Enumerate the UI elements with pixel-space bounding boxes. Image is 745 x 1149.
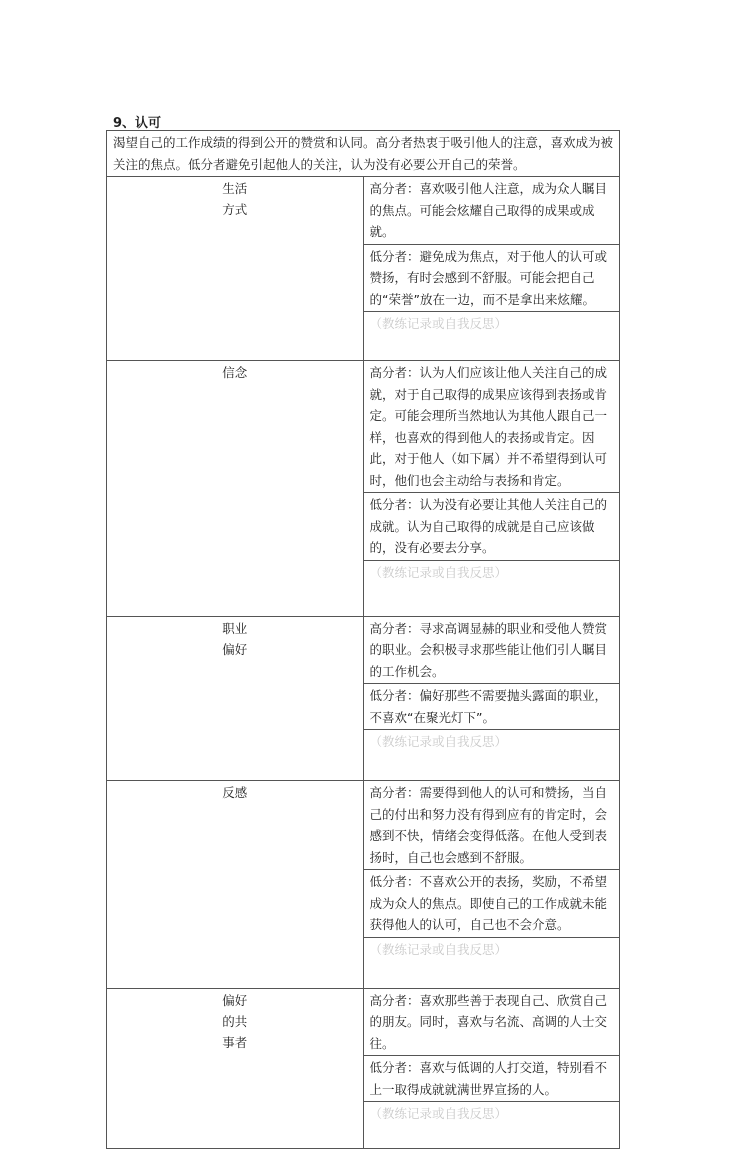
coach-note-field[interactable]: （教练记录或自我反思） (363, 730, 620, 781)
recognition-table (106, 130, 620, 1149)
category-label: 信念 (222, 365, 248, 380)
high-score-text: 高分者：认为人们应该让他人关注自己的成就，对于自己取得的成果应该得到表扬或肯定。可能会理所当然地认为其他人跟自己一样，也喜欢的得到他人的表扬或肯定。因此，对于他人（如下属）并不希望得到认可时，他们也会主动给与表扬和肯定。 (363, 361, 620, 493)
category-label: 生活方式 (222, 181, 248, 217)
high-score-text: 高分者：喜欢吸引他人注意，成为众人瞩目的焦点。可能会炫耀自己取得的成果或成就。 (363, 177, 620, 245)
low-score-text: 低分者：喜欢与低调的人打交道，特别看不上一取得成就就满世界宣扬的人。 (363, 1056, 620, 1102)
low-score-text: 低分者：避免成为焦点，对于他人的认可或赞扬，有时会感到不舒服。可能会把自己的“荣誉”放在一边，而不是拿出来炫耀。 (363, 244, 620, 312)
category-dislikes (107, 781, 364, 989)
low-score-text: 低分者：认为没有必要让其他人关注自己的成就。认为自己取得的成就是自己应该做的，没有必要去分享。 (363, 493, 620, 561)
coach-note-field[interactable]: （教练记录或自我反思） (363, 312, 620, 361)
coach-note-field[interactable]: （教练记录或自我反思） (363, 560, 620, 616)
category-label: 偏好的共事者 (222, 992, 248, 1050)
category-label: 反感 (222, 785, 248, 800)
low-score-text: 低分者：不喜欢公开的表扬，奖励，不希望成为众人的焦点。即使自己的工作成就未能获得他人的认可，自己也不会介意。 (363, 870, 620, 938)
category-lifestyle (107, 177, 364, 361)
category-preferred-colleagues (107, 988, 364, 1149)
high-score-text: 高分者：需要得到他人的认可和赞扬，当自己的付出和努力没有得到应有的肯定时，会感到不快，情绪会变得低落。在他人受到表扬时，自己也会感到不舒服。 (363, 781, 620, 870)
coach-note-field[interactable]: （教练记录或自我反思） (363, 1102, 620, 1149)
high-score-text: 高分者：寻求高调显赫的职业和受他人赞赏的职业。会积极寻求那些能让他们引人瞩目的工作机会。 (363, 616, 620, 684)
category-label: 职业偏好 (222, 620, 248, 657)
section-heading: 9、认可 (113, 116, 162, 131)
coach-note-field[interactable]: （教练记录或自我反思） (363, 937, 620, 988)
low-score-text: 低分者：偏好那些不需要抛头露面的职业，不喜欢“在聚光灯下”。 (363, 684, 620, 730)
intro-text: 渴望自己的工作成绩的得到公开的赞赏和认同。高分者热衷于吸引他人的注意，喜欢成为被关注的焦点。低分者避免引起他人的关注，认为没有必要公开自己的荣誉。 (107, 131, 620, 177)
high-score-text: 高分者：喜欢那些善于表现自己、欣赏自己的朋友。同时，喜欢与名流、高调的人士交往。 (363, 988, 620, 1056)
category-career-preference (107, 616, 364, 781)
category-beliefs (107, 361, 364, 617)
